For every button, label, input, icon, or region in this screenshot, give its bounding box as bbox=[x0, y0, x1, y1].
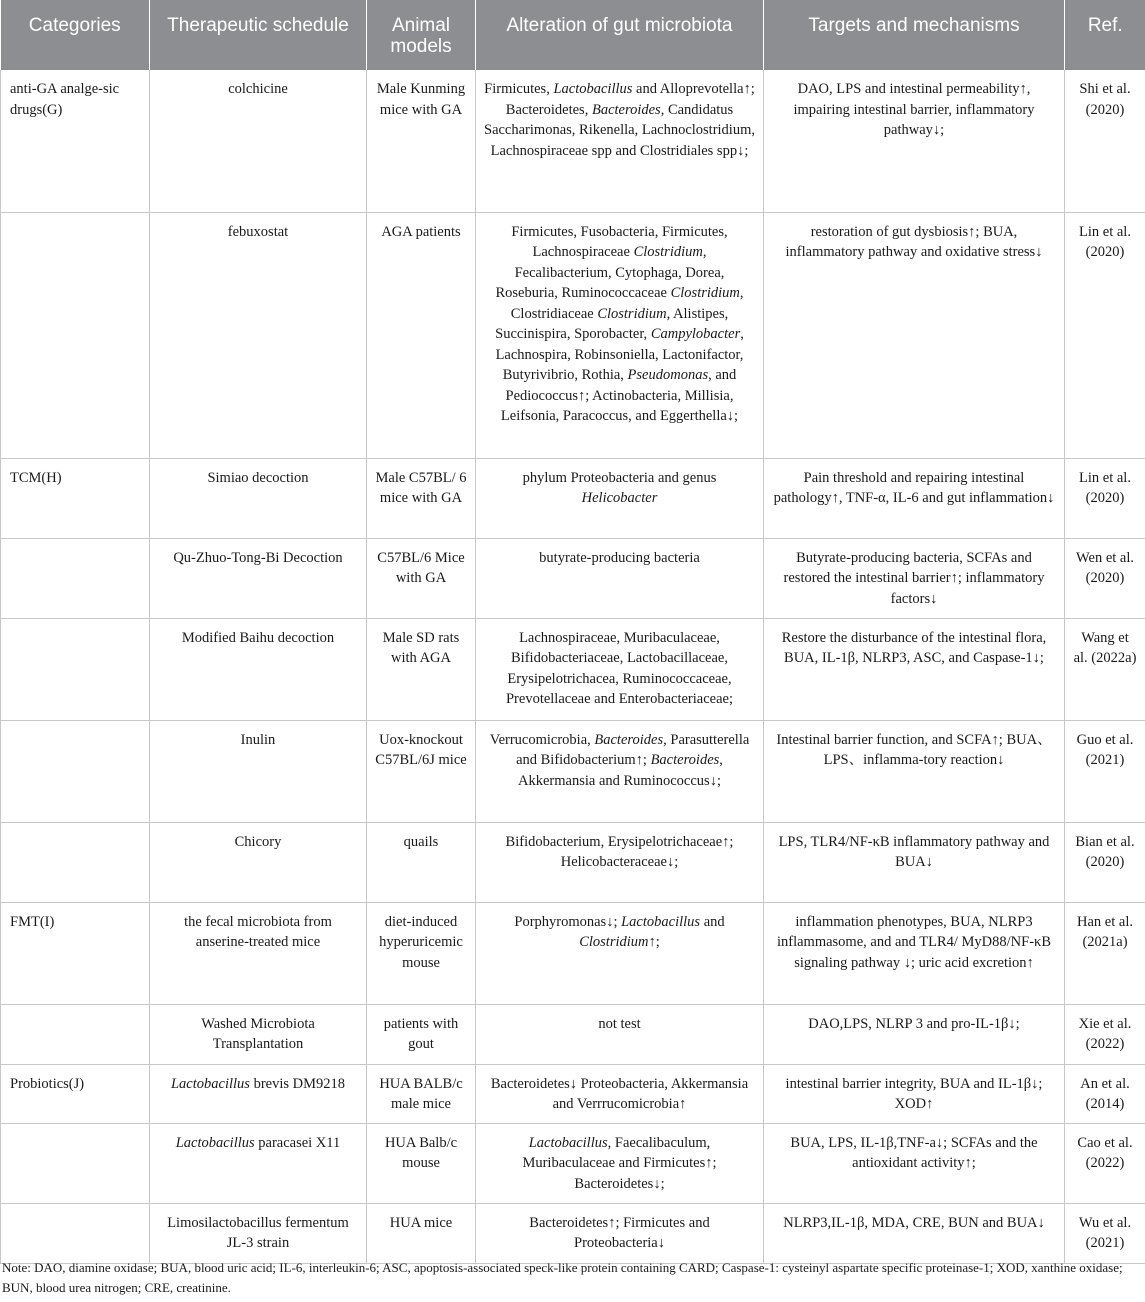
cell-schedule: Inulin bbox=[150, 720, 367, 822]
header-therapeutic-schedule: Therapeutic schedule bbox=[150, 0, 367, 70]
cell-alteration-fragment: phylum Proteobacteria and genus bbox=[522, 469, 717, 486]
cell-alteration-fragment: , Candidatus Saccharimonas, Rikenella, Lachnoclostridium, Lachnospiraceae spp and Clostridiales spp↓; bbox=[484, 101, 755, 159]
cell-alteration-fragment: Bacteroides bbox=[594, 731, 664, 748]
cell-targets: DAO, LPS and intestinal permeability↑, impairing intestinal barrier, inflammatory pathway↓; bbox=[764, 70, 1065, 212]
cell-ref: Lin et al. (2020) bbox=[1065, 212, 1145, 458]
cell-category: Probiotics(J) bbox=[1, 1064, 150, 1123]
cell-alteration-fragment: Verrucomicrobia, bbox=[489, 731, 595, 748]
cell-category bbox=[1, 538, 150, 618]
cell-alteration-fragment: Clostridium bbox=[670, 285, 740, 301]
table-row bbox=[1, 1203, 1145, 1263]
cell-category bbox=[1, 1004, 150, 1064]
table-row bbox=[1, 1064, 1145, 1123]
cell-schedule: febuxostat bbox=[150, 212, 367, 458]
table-row bbox=[1, 618, 1145, 720]
cell-category bbox=[1, 618, 150, 720]
cell-alteration-fragment: Pseudomonas bbox=[627, 367, 709, 383]
cell-targets: BUA, LPS, IL-1β,TNF-a↓; SCFAs and the antioxidant activity↑; bbox=[764, 1123, 1065, 1203]
cell-category bbox=[1, 720, 150, 822]
cell-alteration-fragment: Firmicutes, Fusobacteria, Firmicutes, Lachnospiraceae bbox=[511, 223, 728, 260]
cell-schedule: colchicine bbox=[150, 70, 367, 212]
table-row bbox=[1, 458, 1145, 538]
cell-targets: Pain threshold and repairing intestinal pathology↑, TNF-α, IL-6 and gut inflammation↓ bbox=[764, 458, 1065, 538]
cell-alteration-fragment: , Lachnospira, Robinsoniella, Lactonifactor, Butyrivibrio, Rothia, bbox=[495, 326, 744, 383]
cell-category bbox=[1, 1203, 150, 1263]
cell-alteration-fragment: Campylobacter bbox=[650, 326, 741, 342]
cell-alteration bbox=[476, 1123, 764, 1203]
cell-model: HUA BALB/c male mice bbox=[367, 1064, 476, 1123]
table-note: Note: DAO, diamine oxidase; BUA, blood uric acid; IL-6, interleukin-6; ASC, apoptosis-associated speck-like protein containing CARD; Caspase-1: cysteinyl aspartate specific proteinase-1; XOD, xanthine oxidase; BUN, blood urea nitrogen; CRE, creatinine. bbox=[2, 1260, 1123, 1295]
cell-alteration-fragment: Lachnospiraceae, Muribaculaceae, Bifidobacteriaceae, Lactobacillaceae, Erysipelotrichacea, Ruminococcaceae, Prevotellaceae and Enterobacteriaceae; bbox=[505, 629, 733, 707]
cell-model: Male Kunming mice with GA bbox=[367, 70, 476, 212]
table-body bbox=[1, 70, 1145, 1263]
cell-ref: Wen et al. (2020) bbox=[1065, 538, 1145, 618]
cell-ref: Wu et al. (2021) bbox=[1065, 1203, 1145, 1263]
cell-schedule: Qu-Zhuo-Tong-Bi Decoction bbox=[150, 538, 367, 618]
cell-alteration bbox=[476, 902, 764, 1004]
cell-schedule bbox=[150, 1123, 367, 1203]
cell-targets: Butyrate-producing bacteria, SCFAs and restored the intestinal barrier↑; inflammatory factors↓ bbox=[764, 538, 1065, 618]
cell-targets: LPS, TLR4/NF-κB inflammatory pathway and BUA↓ bbox=[764, 822, 1065, 902]
cell-alteration-fragment: butyrate-producing bacteria bbox=[539, 549, 700, 566]
header-alteration: Alteration of gut microbiota bbox=[476, 0, 764, 70]
cell-ref: Xie et al. (2022) bbox=[1065, 1004, 1145, 1064]
cell-model: diet-induced hyperuricemic mouse bbox=[367, 902, 476, 1004]
cell-model: HUA mice bbox=[367, 1203, 476, 1263]
cell-schedule bbox=[150, 1064, 367, 1123]
cell-alteration-fragment: and bbox=[700, 913, 725, 930]
cell-model: quails bbox=[367, 822, 476, 902]
cell-model: Male SD rats with AGA bbox=[367, 618, 476, 720]
cell-alteration bbox=[476, 720, 764, 822]
cell-schedule: Chicory bbox=[150, 822, 367, 902]
header-animal-models: Animal models bbox=[367, 0, 476, 70]
cell-ref: Lin et al. (2020) bbox=[1065, 458, 1145, 538]
table-row bbox=[1, 1004, 1145, 1064]
cell-alteration-fragment: Firmicutes, bbox=[484, 81, 554, 97]
cell-category bbox=[1, 822, 150, 902]
table-row bbox=[1, 538, 1145, 618]
table-row bbox=[1, 822, 1145, 902]
table-header bbox=[1, 0, 1145, 70]
cell-schedule-fragment: brevis DM9218 bbox=[249, 1075, 345, 1092]
cell-alteration-fragment: , Fecalibacterium, Cytophaga, Dorea, Roseburia, Ruminococcaceae bbox=[495, 244, 725, 301]
cell-alteration bbox=[476, 458, 764, 538]
cell-alteration-fragment: Bifidobacterium, Erysipelotrichaceae↑; Helicobacteraceae↓; bbox=[505, 833, 734, 870]
cell-schedule: Simiao decoction bbox=[150, 458, 367, 538]
cell-category bbox=[1, 212, 150, 458]
header-targets: Targets and mechanisms bbox=[764, 0, 1065, 70]
cell-ref: An et al. (2014) bbox=[1065, 1064, 1145, 1123]
cell-alteration-fragment: and Alloprevotella↑; Bacteroidetes, bbox=[505, 81, 755, 118]
cell-alteration-fragment: Porphyromonas↓; bbox=[514, 913, 622, 930]
cell-alteration-fragment: Lactobacillus bbox=[528, 1134, 608, 1151]
cell-schedule-fragment: Lactobacillus bbox=[170, 1075, 250, 1092]
cell-alteration bbox=[476, 212, 764, 458]
cell-alteration-fragment: Lactobacillus bbox=[621, 913, 701, 930]
cell-targets: intestinal barrier integrity, BUA and IL-1β↓; XOD↑ bbox=[764, 1064, 1065, 1123]
header-ref: Ref. bbox=[1065, 0, 1145, 70]
cell-alteration bbox=[476, 1004, 764, 1064]
table-row bbox=[1, 212, 1145, 458]
cell-alteration bbox=[476, 70, 764, 212]
cell-alteration-fragment: Bacteroides bbox=[650, 752, 720, 768]
cell-alteration-fragment: , Alistipes, Succinispira, Sporobacter, bbox=[495, 305, 729, 342]
header-categories: Categories bbox=[1, 0, 150, 70]
cell-ref: Bian et al. (2020) bbox=[1065, 822, 1145, 902]
cell-targets: Intestinal barrier function, and SCFA↑; BUA、LPS、inflamma-tory reaction↓ bbox=[764, 720, 1065, 822]
cell-model: patients with gout bbox=[367, 1004, 476, 1064]
cell-schedule: Modified Baihu decoction bbox=[150, 618, 367, 720]
cell-schedule: Washed Microbiota Transplantation bbox=[150, 1004, 367, 1064]
cell-schedule-fragment: paracasei X11 bbox=[254, 1134, 341, 1151]
table-row bbox=[1, 70, 1145, 212]
cell-alteration bbox=[476, 1064, 764, 1123]
cell-alteration-fragment: Lactobacillus bbox=[553, 81, 633, 97]
cell-alteration bbox=[476, 538, 764, 618]
cell-alteration-fragment: , Faecalibaculum, Muribaculaceae and Firmicutes↑; Bacteroidetes↓; bbox=[522, 1134, 717, 1192]
cell-alteration-fragment: not test bbox=[598, 1015, 641, 1032]
cell-model: AGA patients bbox=[367, 212, 476, 458]
cell-alteration-fragment: Clostridium bbox=[579, 934, 649, 950]
cell-alteration-fragment: Bacteroides bbox=[591, 101, 661, 118]
cell-category bbox=[1, 1123, 150, 1203]
cell-targets: NLRP3,IL-1β, MDA, CRE, BUN and BUA↓ bbox=[764, 1203, 1065, 1263]
cell-targets: Restore the disturbance of the intestinal flora, BUA, IL-1β, NLRP3, ASC, and Caspase-1↓; bbox=[764, 618, 1065, 720]
cell-schedule: the fecal microbiota from anserine-treated mice bbox=[150, 902, 367, 1004]
cell-alteration-fragment: ↑; bbox=[648, 934, 660, 950]
cell-alteration-fragment: Bacteroidetes↓ Proteobacteria, Akkermansia and Verrrucomicrobia↑ bbox=[490, 1075, 749, 1112]
cell-category: FMT(I) bbox=[1, 902, 150, 1004]
cell-alteration-fragment: Clostridium bbox=[597, 305, 667, 322]
cell-ref: Guo et al. (2021) bbox=[1065, 720, 1145, 822]
cell-ref: Cao et al. (2022) bbox=[1065, 1123, 1145, 1203]
cell-alteration-fragment: , Parasutterella and Bifidobacterium↑; bbox=[516, 731, 750, 768]
cell-alteration-fragment: , Clostridiaceae bbox=[510, 285, 744, 322]
cell-schedule-fragment: Lactobacillus bbox=[175, 1134, 255, 1151]
cell-ref: Han et al. (2021a) bbox=[1065, 902, 1145, 1004]
cell-model: HUA Balb/c mouse bbox=[367, 1123, 476, 1203]
cell-model: Male C57BL/ 6 mice with GA bbox=[367, 458, 476, 538]
cell-model: C57BL/6 Mice with GA bbox=[367, 538, 476, 618]
cell-category: anti-GA analge-sic drugs(G) bbox=[1, 70, 150, 212]
cell-alteration-fragment: Clostridium bbox=[633, 244, 703, 260]
cell-alteration-fragment: Bacteroidetes↑; Firmicutes and Proteobacteria↓ bbox=[529, 1214, 710, 1251]
cell-alteration-fragment: , Akkermansia and Ruminococcus↓; bbox=[518, 752, 723, 789]
cell-alteration bbox=[476, 1203, 764, 1263]
cell-model: Uox-knockout C57BL/6J mice bbox=[367, 720, 476, 822]
cell-alteration-fragment: , and Pediococcus↑; Actinobacteria, Millisia, Leifsonia, Paracoccus, and Eggerthella↓; bbox=[500, 367, 739, 424]
table-row bbox=[1, 902, 1145, 1004]
cell-category: TCM(H) bbox=[1, 458, 150, 538]
cell-alteration bbox=[476, 618, 764, 720]
cell-ref: Wang et al. (2022a) bbox=[1065, 618, 1145, 720]
cell-schedule: Limosilactobacillus fermentum JL-3 strain bbox=[150, 1203, 367, 1263]
cell-targets: restoration of gut dysbiosis↑; BUA, inflammatory pathway and oxidative stress↓ bbox=[764, 212, 1065, 458]
cell-ref: Shi et al. (2020) bbox=[1065, 70, 1145, 212]
cell-alteration bbox=[476, 822, 764, 902]
table-row bbox=[1, 720, 1145, 822]
cell-alteration-fragment: Helicobacter bbox=[581, 490, 658, 506]
cell-targets: inflammation phenotypes, BUA, NLRP3 inflammasome, and and TLR4/ MyD88/NF-κB signaling pathway ↓; uric acid excretion↑ bbox=[764, 902, 1065, 1004]
cell-targets: DAO,LPS, NLRP 3 and pro-IL-1β↓; bbox=[764, 1004, 1065, 1064]
table-row bbox=[1, 1123, 1145, 1203]
